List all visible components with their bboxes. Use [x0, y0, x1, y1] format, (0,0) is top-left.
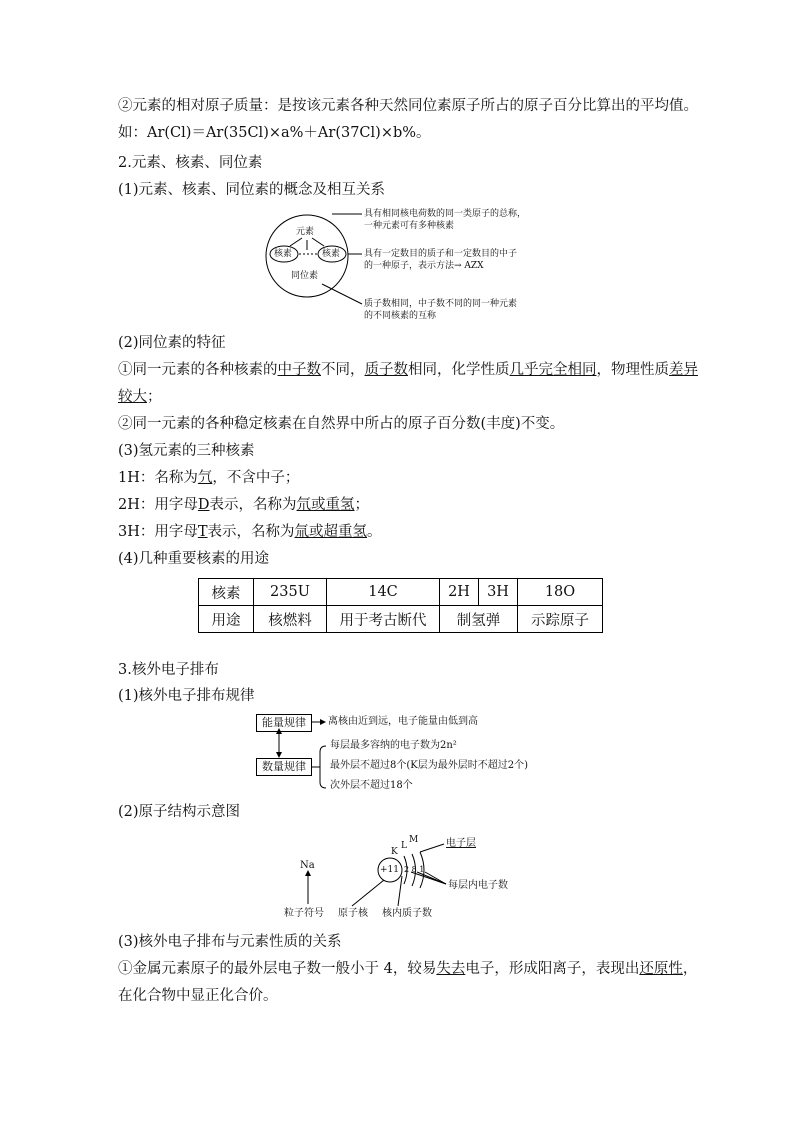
table-cell: 2H [440, 579, 479, 606]
metal-property-line-2: 在化合物中显正化合价。 [118, 988, 278, 1004]
text: 不同， [321, 362, 365, 378]
underlined-term: 氘或重氢 [296, 497, 355, 513]
text: ，不含中子； [212, 470, 300, 486]
metal-property-line-1 [118, 959, 697, 979]
underlined-term: 质子数 [364, 362, 408, 378]
element-note-2: 一种元素可有多种核素 [364, 221, 455, 231]
underlined-term: D [197, 497, 210, 513]
text: 电子，形成阳离子，表现出 [465, 961, 640, 977]
particle-symbol-na: Na [300, 860, 315, 871]
relative-atomic-mass-definition: ②元素的相对原子质量：是按该元素各种天然同位素原子所占的原子百分比算出的平均值。 [118, 98, 698, 114]
section-3-sub1: (1)核外电子排布规律 [118, 688, 255, 704]
shell-k-label: K [391, 847, 398, 857]
nuclide-label-left: 核素 [274, 249, 293, 259]
section-2-sub2: (2)同位素的特征 [118, 335, 226, 351]
text: ，物理性质 [596, 362, 669, 378]
table-cell: 18O [518, 579, 603, 606]
isotope-note-2: 的不同核素的互称 [364, 311, 437, 321]
energy-rule-text: 离核由近到远，电子能量由低到高 [328, 716, 478, 727]
nuclide-note-1: 具有一定数目的质子和一定数目的中子 [364, 249, 518, 259]
underlined-term: 还原性 [639, 961, 683, 977]
section-2-sub1: (1)元素、核素、同位素的概念及相互关系 [118, 182, 386, 198]
table-cell: 示踪原子 [518, 606, 603, 633]
shell-electrons: 2 8 1 [404, 865, 425, 874]
isotope-feature-2: ②同一元素的各种稳定核素在自然界中所占的原子百分数(丰度)不变。 [118, 416, 565, 432]
nuclide-label-right: 核素 [322, 249, 341, 259]
nuclide-uses-table [198, 578, 603, 633]
underlined-term: 较大 [118, 389, 147, 405]
table-cell: 3H [479, 579, 518, 606]
text: 2H：用字母 [118, 497, 198, 513]
shell-m-label: M [409, 835, 419, 845]
nuclide-note-2: 的一种原子，表示方法→ AZX [364, 261, 484, 271]
underlined-term: 中子数 [277, 362, 321, 378]
nucleus-charge: +11 [380, 865, 399, 875]
text: ； [147, 389, 162, 405]
text: ①金属元素原子的最外层电子数一般小于 4，较易 [118, 961, 437, 977]
energy-rule-box: 能量规律 [256, 714, 312, 732]
text: 1H：名称为 [118, 470, 198, 486]
table-row [199, 606, 603, 633]
electron-rules-diagram [254, 712, 554, 794]
table-cell: 制氢弹 [440, 606, 518, 633]
atomic-structure-diagram [280, 832, 530, 924]
underlined-term: 氚或超重氢 [294, 524, 368, 540]
count-rule-2: 最外层不超过8个(K层为最外层时不超过2个) [330, 760, 528, 771]
text: ①同一元素的各种核素的 [118, 362, 278, 378]
text: ， [682, 961, 698, 977]
protium-line [118, 468, 299, 488]
table-cell: 用途 [199, 606, 254, 633]
text: 表示，名称为 [209, 497, 297, 513]
electrons-per-shell-label: 每层内电子数 [448, 880, 508, 891]
section-3-sub3: (3)核外电子排布与元素性质的关系 [118, 934, 342, 950]
particle-symbol-label: 粒子符号 [284, 908, 324, 919]
tritium-line [118, 522, 382, 542]
section-3-title: 3.核外电子排布 [118, 662, 219, 678]
text: 。 [367, 524, 382, 540]
electron-shell-label: 电子层 [446, 838, 476, 849]
element-note-1: 具有相同核电荷数的同一类原子的总称， [364, 209, 527, 219]
section-2-sub4: (4)几种重要核素的用途 [118, 551, 270, 567]
underlined-term: 差异 [669, 362, 698, 378]
shell-l-label: L [401, 841, 407, 851]
text: 3H：用字母 [118, 524, 198, 540]
table-row [199, 579, 603, 606]
section-3-sub2: (2)原子结构示意图 [118, 804, 241, 820]
count-rule-1: 每层最多容纳的电子数为2n² [330, 740, 457, 751]
nucleus-label: 原子核 [338, 908, 368, 919]
isotope-label: 同位素 [291, 271, 319, 281]
underlined-term: 失去 [436, 961, 466, 977]
table-cell: 14C [327, 579, 440, 606]
text: 相同，化学性质 [408, 362, 510, 378]
underlined-term: 氕 [197, 470, 213, 486]
table-cell: 用于考古断代 [327, 606, 440, 633]
section-2-sub3: (3)氢元素的三种核素 [118, 443, 255, 459]
deuterium-line [118, 495, 369, 515]
count-rule-box: 数量规律 [256, 758, 312, 776]
table-cell: 核素 [199, 579, 254, 606]
text: ； [354, 497, 370, 513]
underlined-term: 几乎完全相同 [509, 362, 597, 378]
count-rule-3: 次外层不超过18个 [330, 780, 413, 791]
table-cell: 核燃料 [254, 606, 327, 633]
element-label: 元素 [296, 227, 315, 237]
text: 表示，名称为 [207, 524, 295, 540]
element-nuclide-isotope-diagram [262, 206, 542, 326]
proton-count-label: 核内质子数 [382, 908, 432, 919]
isotope-feature-1-cont [118, 387, 162, 407]
isotope-note-1: 质子数相同，中子数不同的同一种元素 [364, 299, 518, 309]
relative-atomic-mass-example: 如：Ar(Cl)＝Ar(35Cl)×a%＋Ar(37Cl)×b%。 [118, 125, 431, 141]
underlined-term: T [197, 524, 208, 540]
table-cell: 235U [254, 579, 327, 606]
section-2-title: 2.元素、核素、同位素 [118, 155, 263, 171]
isotope-feature-1 [118, 360, 698, 380]
